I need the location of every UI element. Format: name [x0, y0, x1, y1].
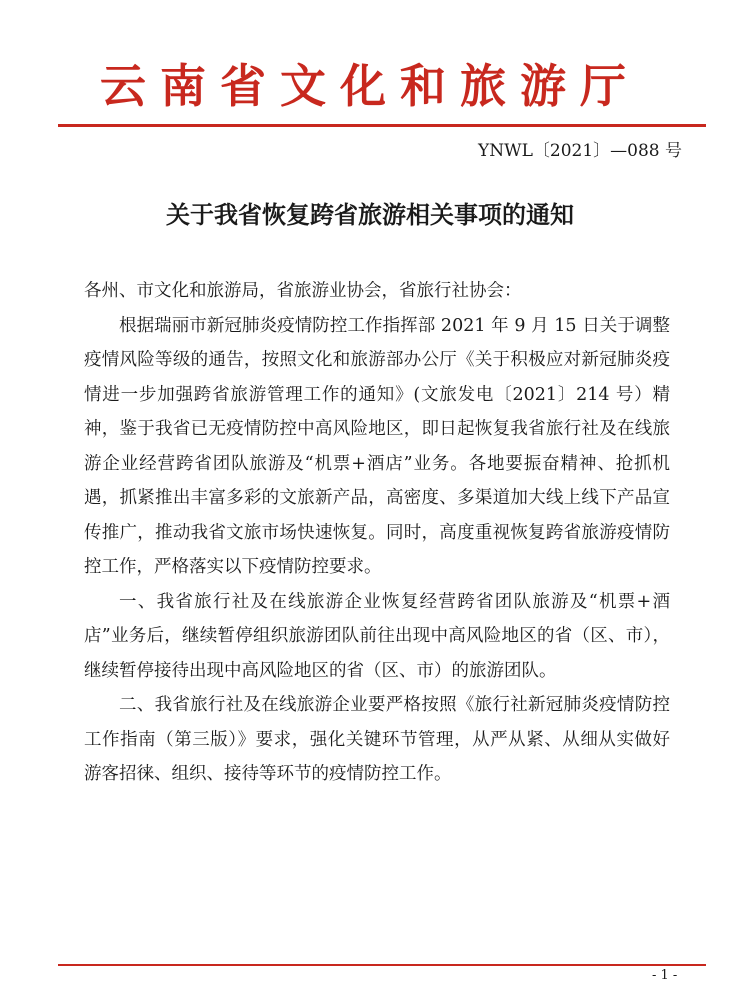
- footer-red-rule: [58, 964, 706, 966]
- page-number: - 1 -: [652, 968, 678, 983]
- body-paragraph-intro: 根据瑞丽市新冠肺炎疫情防控工作指挥部 2021 年 9 月 15 日关于调整疫情风险等级的通告，按照文化和旅游部办公厅《关于积极应对新冠肺炎疫情进一步加强跨省旅游管理工作的通知》(文旅发电〔2021〕214 号）精神，鉴于我省已无疫情防控中高风险地区，即日起恢复我省旅行社及在线旅游企业经营跨省团队旅游及“机票+酒店”业务。各地要振奋精神、抢抓机遇，抓紧推出丰富多彩的文旅新产品，高密度、多渠道加大线上线下产品宣传推广，推动我省文旅市场快速恢复。同时，高度重视恢复跨省旅游疫情防控工作，严格落实以下疫情防控要求。: [84, 315, 670, 577]
- salutation: 各州、市文化和旅游局，省旅游业协会，省旅行社协会：: [84, 281, 522, 301]
- issuer-masthead: 云南省文化和旅游厅: [100, 59, 640, 113]
- document-body: [84, 274, 670, 792]
- body-paragraph-item-2: 二、我省旅行社及在线旅游企业要严格按照《旅行社新冠肺炎疫情防控工作指南（第三版）》要求，强化关键环节管理，从严从紧、从细从实做好游客招徕、组织、接待等环节的疫情防控工作。: [84, 695, 670, 784]
- document-number: YNWL〔2021〕—088 号: [478, 141, 682, 161]
- document-title: 关于我省恢复跨省旅游相关事项的通知: [166, 200, 574, 229]
- masthead-red-rule: [58, 124, 706, 127]
- body-paragraph-item-1: 一、我省旅行社及在线旅游企业恢复经营跨省团队旅游及“机票+酒店”业务后，继续暂停组织旅游团队前往出现中高风险地区的省（区、市），继续暂停接待出现中高风险地区的省（区、市）的旅游团队。: [84, 591, 670, 681]
